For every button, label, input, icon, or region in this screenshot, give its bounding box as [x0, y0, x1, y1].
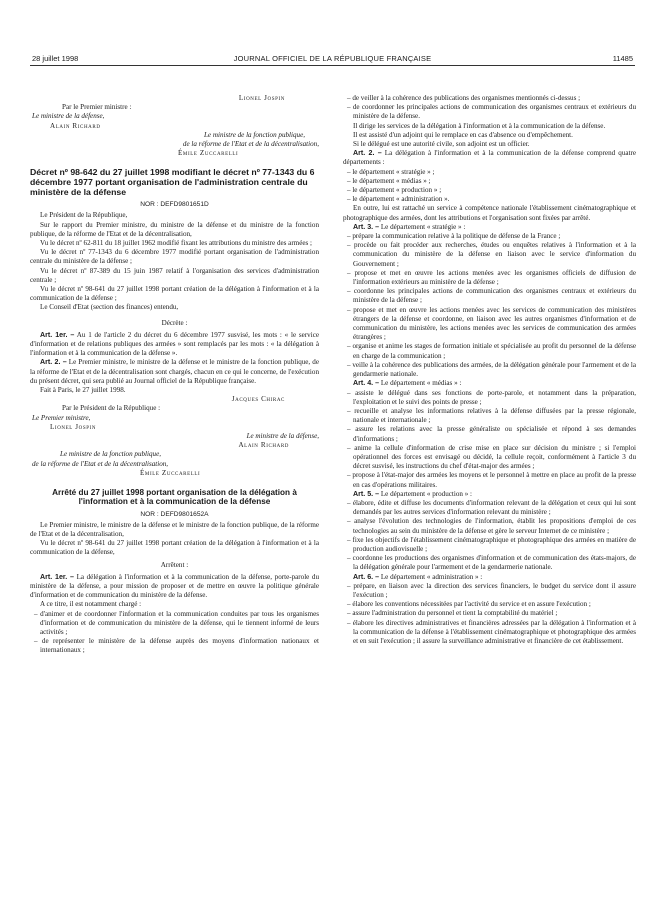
list-item: – élabore les conventions nécessitées par l'activité du service et en assure l'exécution ; [347, 600, 591, 609]
article-paragraph [343, 573, 636, 582]
signature-line: Par le Premier ministre : [62, 103, 132, 112]
paragraph: En outre, lui est rattaché un service à compétence nationale l'établissement cinématographique et photographique des armées, dont les attributions et l'organisation sont fixées par arrêté. [343, 204, 636, 222]
article-text: Le Premier ministre, le ministre de la défense et le ministre de la fonction publique, de la réforme de l'Etat et de la décentralisation sont chargés, chacun en ce qui le concerne, de l'exécution du présent décret, qui sera publié au Journal officiel de la République française. [30, 358, 319, 385]
paragraph: Le Conseil d'Etat (section des finances) entendu, [40, 303, 179, 312]
paragraph: Vu le décret nº 98-641 du 27 juillet 1998 portant création de la délégation à l'information et à la communication de la défense, [30, 539, 319, 557]
list-item: – analyse l'évolution des technologies de l'information, établit les propositions d'emploi de ces technologies au sein du ministère de la défense et gère le serveur Internet de ce ministère ; [347, 517, 636, 535]
paragraph: Il est assisté d'un adjoint qui le remplace en cas d'absence ou d'empêchement. [353, 130, 573, 139]
decree-title: Décret nº 98-642 du 27 juillet 1998 modifiant le décret nº 77-1343 du 6 décembre 1977 portant organisation de l'administration centrale du ministère de la défense [30, 167, 315, 197]
arrete-nor: NOR : DEFD9801652A [140, 510, 209, 518]
signature-name: Alain Richard [238, 441, 289, 450]
article-paragraph [30, 358, 319, 386]
list-item: – fixe les objectifs de l'établissement cinématographique et photographique des armées en matière de production audiovisuelle ; [347, 535, 636, 553]
signature-line: de la réforme de l'Etat et de la décentralisation, [32, 459, 169, 468]
list-item: – coordonne les principales actions de communication des organismes centraux et extérieurs du ministère de la défense ; [347, 287, 636, 305]
decrete-heading: Décrète : [161, 318, 188, 327]
list-item: – coordonne les productions des organismes d'information et de communication des états-majors, de la délégation générale pour l'armement et de la gendarmerie nationale. [347, 554, 636, 572]
paragraph: A ce titre, il est notamment chargé : [40, 600, 142, 609]
article-text: La délégation à l'information et à la communication de la défense, porte-parole du ministère de la défense, a pour mission de proposer et de mettre en œuvre la politique générale d'information et de communication du ministère de la défense. [30, 572, 320, 600]
list-item: – assure les relations avec la presse généraliste ou spécialisée et répond à ses demandes d'informations ; [347, 425, 636, 443]
list-item: – le département « stratégie » ; [347, 167, 435, 176]
list-item: – élabore les directives administratives et financières adressées par la délégation à l'information et à la communication de la défense à l'établissement cinématographique et photographique des armées et en suit l'exécution ; il assure la surveillance administrative et financière de cet établissement. [347, 618, 636, 645]
article-label: Art. 1er. – [40, 572, 74, 581]
made-at: Fait à Paris, le 27 juillet 1998. [40, 386, 126, 395]
arrete-title: Arrêté du 27 juillet 1998 portant organisation de la délégation à l'information et à la communication de la défense [52, 488, 297, 507]
signature-name: Émile Zuccarelli [140, 468, 201, 477]
list-item: – organise et anime les stages de formation initiale et spécialisée au profit du personnel de la défense en charge de la communication ; [347, 342, 636, 360]
paragraph: Vu le décret nº 77-1343 du 6 décembre 1977 modifié portant organisation de l'administration centrale du ministère de la défense ; [30, 248, 319, 266]
paragraph: Le Président de la République, [40, 211, 128, 220]
list-item: – propose et met en œuvre les actions menées avec les organismes officiels de diffusion de l'information extérieurs au ministère de la défense ; [347, 268, 636, 287]
list-item: – prépare la communication relative à la politique de défense de la France ; [347, 232, 561, 241]
article-label: Art. 6. – [353, 572, 380, 581]
list-item: – le département « administration ». [347, 195, 450, 204]
list-item: – assiste le délégué dans ses fonctions de porte-parole, et notamment dans la préparation, l'exploitation et le suivi des points de presse ; [347, 388, 636, 406]
signature-name: Émile Zuccarelli [178, 149, 239, 158]
signature-name: Alain Richard [50, 121, 101, 130]
list-item: – de représenter le ministère de la défense auprès des moyens d'information nationaux et internationaux ; [34, 637, 319, 655]
list-item: – prépare, en liaison avec la direction des services financiers, le budget du service dont il assure l'exécution ; [347, 581, 636, 599]
article-text: Le département « stratégie » : [380, 222, 466, 231]
paragraph: Le Premier ministre, le ministre de la défense et le ministre de la fonction publique, de la réforme de l'Etat et de la décentralisation, [30, 520, 319, 538]
article-paragraph [30, 331, 319, 359]
signature-line: Par le Président de la République : [62, 404, 161, 413]
article-label: Art. 2. – [353, 149, 382, 158]
paragraph: Vu le décret nº 62-811 du 18 juillet 1962 modifié fixant les attributions du ministre des armées ; [40, 239, 313, 248]
article-label: Art. 4. – [353, 379, 380, 388]
article-paragraph [30, 573, 319, 601]
article-text: Le département « production » : [380, 489, 473, 498]
article-text: Au 1 de l'article 2 du décret du 6 décembre 1977 susvisé, les mots : « le service d'information et de relations publiques des armées » sont remplacés par les mots : « la délégation à l'information et à la communication de la défense ». [30, 330, 319, 358]
signature-name: Jacques Chirac [231, 395, 285, 404]
article-label: Art. 2. – [40, 358, 67, 367]
signature-name: Lionel Jospin [238, 94, 285, 102]
article-text: La délégation à l'information et à la communication de la défense comprend quatre départements : [343, 149, 637, 167]
decree-nor: NOR : DEFD9801651D [140, 201, 209, 209]
list-item: – recueille et analyse les informations relatives à la défense diffusées par la presse régionale, nationale et internationale ; [347, 406, 636, 425]
list-item: – de coordonner les principales actions de communication des organismes centraux et extérieurs du ministère de la défense. [347, 103, 636, 121]
list-item: – veille à la cohérence des publications des armées, de la délégation générale pour l'armement et de la gendarmerie nationale. [347, 360, 636, 379]
paragraph: Vu le décret nº 98-641 du 27 juillet 1998 portant création de la délégation à l'information et à la communication de la défense ; [30, 285, 319, 303]
signature-line: Le Premier ministre, [32, 413, 91, 422]
article-paragraph [343, 490, 636, 499]
signature-name: Lionel Jospin [50, 422, 97, 431]
list-item: – propose à l'état-major des armées les moyens et le personnel à mettre en place au profit de la presse en cas d'opérations militaires. [347, 471, 636, 489]
list-item: – le département « production » ; [347, 186, 442, 195]
article-paragraph [343, 149, 636, 167]
list-item: – assure l'administration du personnel et tient la comptabilité du matériel ; [347, 609, 558, 618]
article-text: Le département « administration » : [380, 572, 483, 581]
list-item: – le département « médias » ; [347, 176, 431, 185]
list-item: – élabore, édite et diffuse les documents d'information relevant de la délégation et ceux qui lui sont demandés par les autres services d'information relevant du ministère ; [347, 498, 636, 517]
list-item: – anime la cellule d'information de crise mise en place sur décision du ministre ; si l'emploi opérationnel des forces est envisagé ou décidé, la cellule reçoit, conformément à l'article 3 du décret susvisé, les instructions du chef d'état-major des armées ; [347, 443, 636, 471]
header-page-number: 11485 [612, 54, 633, 63]
paragraph: Si le délégué est une autorité civile, son adjoint est un officier. [353, 140, 530, 149]
header-date: 28 juillet 1998 [32, 54, 79, 63]
paragraph: Il dirige les services de la délégation à l'information et à la communication de la défense. [353, 121, 606, 130]
right-column [343, 94, 636, 646]
page-header [30, 54, 635, 66]
article-paragraph [343, 223, 636, 232]
list-item: – de veiller à la cohérence des publications des organismes mentionnés ci-dessus ; [347, 94, 581, 102]
article-label: Art. 3. – [353, 222, 380, 231]
article-label: Art. 1er. – [40, 330, 75, 339]
header-journal-title: JOURNAL OFFICIEL DE LA RÉPUBLIQUE FRANÇAISE [233, 54, 432, 63]
signature-line: de la réforme de l'Etat et de la décentralisation, [182, 140, 319, 149]
article-paragraph [343, 379, 636, 388]
signature-line: Le ministre de la défense, [32, 112, 105, 121]
article-label: Art. 5. – [353, 489, 380, 498]
left-column [30, 94, 319, 656]
signature-line: Le ministre de la fonction publique, [203, 130, 305, 139]
arretent-heading: Arrêtent : [160, 560, 189, 569]
signature-line: Le ministre de la fonction publique, [60, 450, 162, 459]
article-text: Le département « médias » : [380, 379, 462, 388]
paragraph: Sur le rapport du Premier ministre, du ministre de la défense et du ministre de la fonction publique, de la réforme de l'Etat et de la décentralisation, [30, 220, 319, 238]
paragraph: Vu le décret nº 87-389 du 15 juin 1987 relatif à l'organisation des services d'administration centrale ; [30, 266, 319, 284]
list-item: – d'animer et de coordonner l'information et la communication conduites par tous les organismes d'information et de communication du ministère de la défense, qui le tiennent informé de leurs activités ; [34, 609, 319, 636]
list-item: – propose et met en œuvre les actions menées avec les services de communication des ministères étrangers de la défense et coordonne, en liaison avec les autres organismes d'information et de communication du ministère, les actions menées avec les services de communication des armées étrangères ; [347, 305, 636, 342]
list-item: – procède ou fait procéder aux recherches, études ou enquêtes relatives à l'information et à la communication du ministère de la défense en liaison avec le service d'information du Gouvernement ; [347, 241, 636, 268]
signature-line: Le ministre de la défense, [246, 432, 319, 441]
